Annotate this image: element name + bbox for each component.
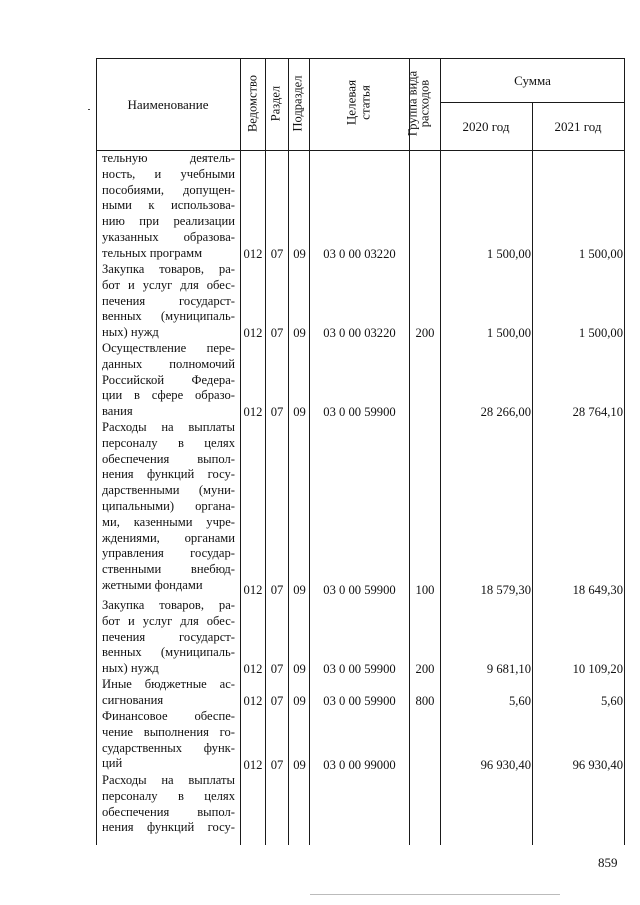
cell-podrazdel: 09 xyxy=(293,247,306,261)
cell-podrazdel: 09 xyxy=(293,758,306,772)
cell-podrazdel: 09 xyxy=(293,405,306,419)
cell-dept: 012 xyxy=(243,758,263,772)
header-tselevaya-1: Целевая xyxy=(343,79,359,126)
footer-rule xyxy=(310,894,560,895)
table-row xyxy=(0,757,640,773)
cell-target-article: 03 0 00 59900 xyxy=(323,662,396,676)
cell-sum-2021: 10 109,20 xyxy=(572,662,623,676)
cell-sum-2021: 1 500,00 xyxy=(578,247,623,261)
cell-sum-2020: 28 266,00 xyxy=(480,405,531,419)
cell-target-article: 03 0 00 59900 xyxy=(323,405,396,419)
header-gruppa-2: расходов xyxy=(417,79,432,128)
row-name-7: Расходы на выплаты персоналу в целях обеспечения выпол- нения функций госу- xyxy=(102,773,235,835)
cell-podrazdel: 09 xyxy=(293,694,306,708)
header-gruppa-1: Группа вида xyxy=(405,70,420,137)
row-name-1: Закупка товаров, ра- бот и услуг для обес- печения государст- венных (муниципаль- ных) нужд xyxy=(102,262,235,340)
header-year-2021: 2021 год xyxy=(554,119,602,134)
cell-group: 100 xyxy=(415,583,435,597)
table-row xyxy=(0,693,640,709)
cell-podrazdel: 09 xyxy=(293,583,306,597)
cell-dept: 012 xyxy=(243,247,263,261)
cell-sum-2021: 1 500,00 xyxy=(578,326,623,340)
header-podrazdel: Подраздел xyxy=(290,75,305,132)
header-tselevaya-2: статья xyxy=(357,85,373,120)
cell-group: 200 xyxy=(415,326,435,340)
cell-sum-2020: 1 500,00 xyxy=(486,326,531,340)
cell-sum-2020: 1 500,00 xyxy=(486,247,531,261)
row-name-5: Иные бюджетные ас- сигнования xyxy=(102,677,235,707)
cell-dept: 012 xyxy=(243,405,263,419)
cell-razdel: 07 xyxy=(270,662,284,676)
cell-sum-2020: 18 579,30 xyxy=(480,583,531,597)
cell-target-article: 03 0 00 59900 xyxy=(323,694,396,708)
cell-dept: 012 xyxy=(243,662,263,676)
table-row xyxy=(0,404,640,420)
cell-dept: 012 xyxy=(243,326,263,340)
table-row xyxy=(0,582,640,598)
cell-target-article: 03 0 00 03220 xyxy=(323,326,396,340)
cell-razdel: 07 xyxy=(270,758,284,772)
cell-target-article: 03 0 00 59900 xyxy=(323,583,396,597)
cell-sum-2021: 96 930,40 xyxy=(572,758,623,772)
row-name-6: Финансовое обеспе- чение выполнения го- сударственных функ- ций xyxy=(102,709,235,771)
cell-dept: 012 xyxy=(243,694,263,708)
cell-sum-2020: 9 681,10 xyxy=(486,662,531,676)
cell-razdel: 07 xyxy=(270,583,284,597)
cell-target-article: 03 0 00 99000 xyxy=(323,758,396,772)
row-name-3: Расходы на выплаты персоналу в целях обеспечения выпол- нения функций госу- дарственными (муни- ципальными) органа- ми, казенными учре- ждениями, органами управления государ- ственными внебюд- жетными фондами xyxy=(102,420,235,592)
table-row xyxy=(0,325,640,341)
header-year-2020: 2020 год xyxy=(462,119,510,134)
cell-razdel: 07 xyxy=(270,247,284,261)
table-row xyxy=(0,661,640,677)
cell-razdel: 07 xyxy=(270,326,284,340)
cell-razdel: 07 xyxy=(270,694,284,708)
header-razdel: Раздел xyxy=(268,85,283,122)
margin-mark xyxy=(88,109,90,110)
cell-podrazdel: 09 xyxy=(293,326,306,340)
row-name-0: тельную деятель- ность, и учебными пособиями, допущен- ными к использова- нию при реализации указанных образова- тельных программ xyxy=(102,151,235,260)
header-name: Наименование xyxy=(127,97,209,112)
table-row xyxy=(0,246,640,262)
cell-dept: 012 xyxy=(243,583,263,597)
cell-razdel: 07 xyxy=(270,405,284,419)
header-summa: Сумма xyxy=(514,73,551,88)
header-vedomstvo: Ведомство xyxy=(245,74,260,133)
row-name-4: Закупка товаров, ра- бот и услуг для обес- печения государст- венных (муниципаль- ных) нужд xyxy=(102,598,235,676)
cell-sum-2020: 5,60 xyxy=(508,694,531,708)
cell-podrazdel: 09 xyxy=(293,662,306,676)
cell-sum-2021: 5,60 xyxy=(600,694,623,708)
page-number: 859 xyxy=(598,855,618,870)
cell-group: 200 xyxy=(415,662,435,676)
cell-sum-2021: 18 649,30 xyxy=(572,583,623,597)
cell-target-article: 03 0 00 03220 xyxy=(323,247,396,261)
cell-group: 800 xyxy=(415,694,435,708)
cell-sum-2021: 28 764,10 xyxy=(572,405,623,419)
row-name-2: Осуществление пере- данных полномочий Российской Федера- ции в сфере образо- вания xyxy=(102,341,235,419)
cell-sum-2020: 96 930,40 xyxy=(480,758,531,772)
